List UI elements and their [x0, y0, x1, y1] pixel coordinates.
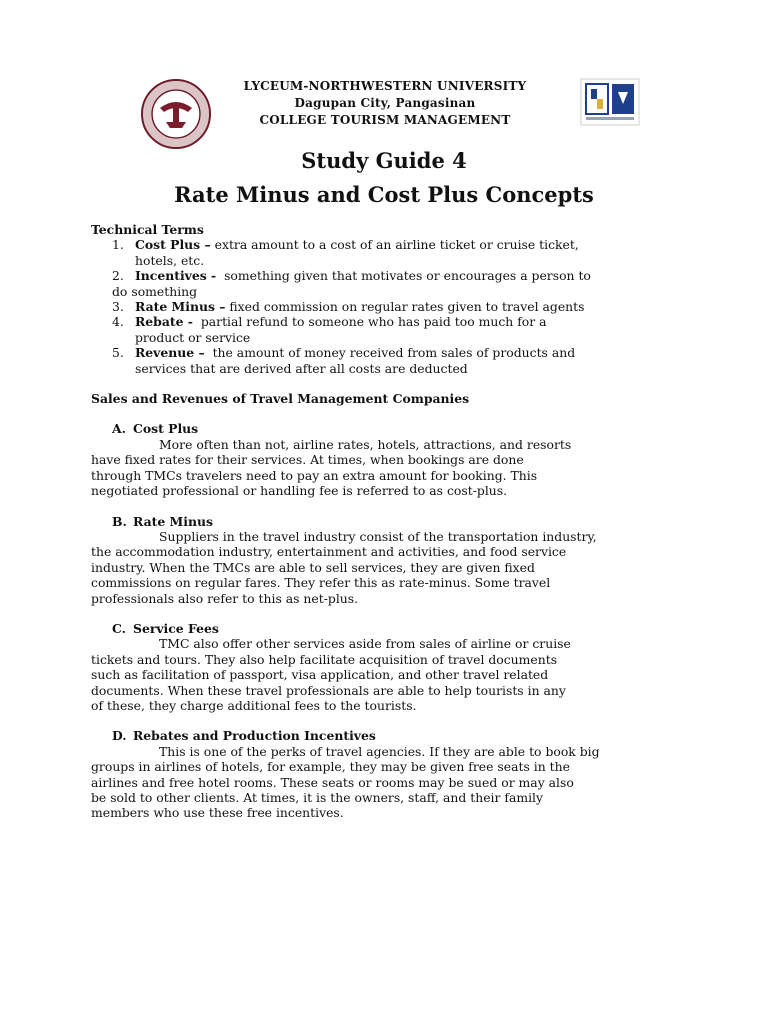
section-rebates-incentives: [91, 728, 691, 820]
section-paragraph: TMC also offer other services aside from sales of airline or cruise tickets and tours. They also help facilitate acquisition of travel documents such as facilitation of passport, visa application, and other travel related documents. When these travel professionals are able to help tourists in any of these, they charge additional fees to the tourists.: [91, 636, 571, 713]
term-item: 4. Rebate - partial refund to someone who has paid too much for a product or service: [112, 314, 547, 345]
document-body: [91, 222, 691, 821]
section-service-fees: [91, 621, 691, 713]
section-heading: C. Service Fees: [112, 620, 219, 636]
technical-terms-heading: Technical Terms: [91, 222, 204, 237]
page-title: [0, 144, 768, 212]
term-item: 5. Revenue – the amount of money received from sales of products and services that are derived after all costs are deducted: [112, 345, 576, 376]
university-seal-icon: [140, 78, 212, 150]
section-rate-minus: [91, 514, 691, 606]
term-item: 1. Cost Plus – extra amount to a cost of an airline ticket or cruise ticket, hotels, etc.: [112, 237, 579, 268]
sales-heading: Sales and Revenues of Travel Management Companies: [91, 391, 470, 407]
university-name: LYCEUM-NORTHWESTERN UNIVERSITY: [243, 79, 527, 93]
university-header: [220, 78, 550, 129]
title-line-2: Rate Minus and Cost Plus Concepts: [174, 182, 594, 207]
ukas-certification-icon: [580, 78, 640, 126]
section-paragraph: Suppliers in the travel industry consist of the transportation industry, the accommodation industry, entertainment and activities, and food service industry. When the TMCs are able to sell services, they are given fixed commissions on regular fares. They refer this as rate-minus. Some travel professionals also refer to this as net-plus.: [91, 528, 597, 606]
university-location: Dagupan City, Pangasinan: [294, 96, 476, 110]
section-paragraph: This is one of the perks of travel agencies. If they are able to book big groups in airlines of hotels, for example, they may be given free seats in the airlines and free hotel rooms. These seats or rooms may be sued or may also be sold to other clients. At times, it is the owners, staff, and their family members who use these free incentives.: [91, 743, 600, 821]
section-heading: D. Rebates and Production Incentives: [112, 728, 376, 744]
title-line-1: Study Guide 4: [301, 148, 467, 173]
section-heading: A. Cost Plus: [112, 421, 199, 437]
term-item: 3. Rate Minus – fixed commission on regular rates given to travel agents: [112, 299, 585, 315]
college-name: COLLEGE TOURISM MANAGEMENT: [259, 113, 511, 127]
technical-terms-list: [91, 237, 691, 376]
term-item: 2. Incentives - something given that motivates or encourages a person to do something: [112, 268, 591, 299]
section-heading: B. Rate Minus: [112, 513, 213, 529]
section-paragraph: More often than not, airline rates, hotels, attractions, and resorts have fixed rates for their services. At times, when bookings are done through TMCs travelers need to pay an extra amount for booking. This negotiated professional or handling fee is referred to as cost-plus.: [91, 436, 572, 499]
section-cost-plus: [91, 421, 691, 498]
